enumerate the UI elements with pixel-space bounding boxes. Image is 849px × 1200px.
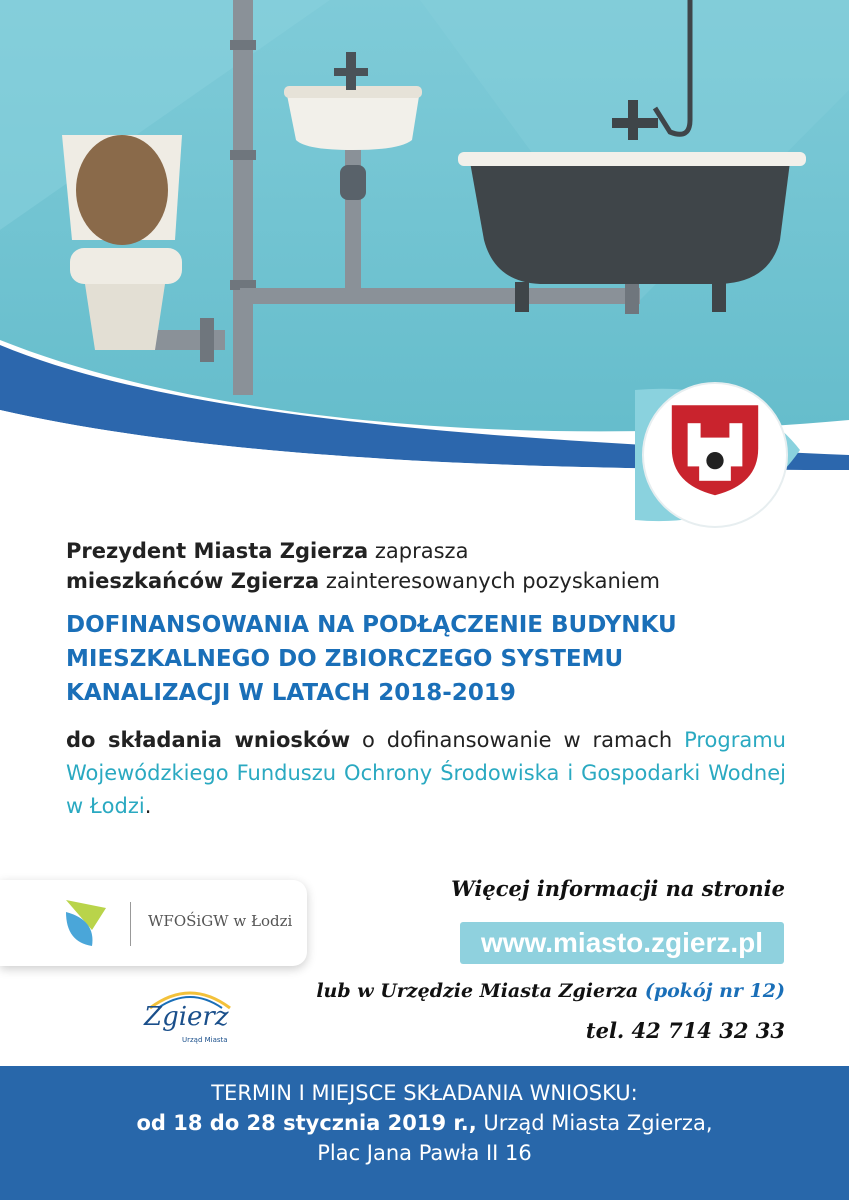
crest-icon — [625, 380, 805, 530]
crest-badge — [625, 380, 805, 530]
website-link[interactable]: www.miasto.zgierz.pl — [460, 922, 784, 964]
logo-separator — [130, 902, 131, 946]
zgierz-logo — [130, 980, 250, 1050]
program-name: Programu Wojewódzkiego Funduszu Ochrony Środowiska i Gospodarki Wodnej w Łodzi — [66, 728, 786, 818]
footer-title: TERMIN I MIEJSCE SKŁADANIA WNIOSKU: — [211, 1081, 638, 1105]
deadline-footer — [0, 1066, 849, 1200]
room-number: (pokój nr 12) — [644, 980, 785, 1002]
intro-line-1: Prezydent Miasta Zgierza zaprasza — [66, 539, 469, 563]
footer-date-line: od 18 do 28 stycznia 2019 r., Urząd Miasta Zgierza, — [136, 1111, 713, 1135]
headline: DOFINANSOWANIA NA PODŁĄCZENIE BUDYNKU MIESZKALNEGO DO ZBIORCZEGO SYSTEMU KANALIZACJI W LATACH 2018-2019 — [66, 612, 677, 706]
announcement-text — [66, 536, 786, 823]
office-line: lub w Urzędzie Miasta Zgierza (pokój nr 12) — [316, 980, 785, 1002]
zgierz-sub: Urząd Miasta — [182, 1036, 228, 1044]
wfos-text: WFOŚiGW w Łodzi — [148, 912, 293, 930]
zgierz-name: Zgierz — [144, 1002, 229, 1032]
more-info-label: Więcej informacji na stronie — [451, 876, 785, 901]
footer-address: Plac Jana Pawła II 16 — [317, 1141, 532, 1165]
wfos-icon — [66, 900, 106, 948]
intro-line-2: mieszkańców Zgierza zainteresowanych pozyskaniem — [66, 569, 660, 593]
phone-number: tel. 42 714 32 33 — [585, 1018, 785, 1043]
body-paragraph: do składania wniosków o dofinansowanie w ramach Programu Wojewódzkiego Funduszu Ochrony Środowiska i Gospodarki Wodnej w Łodzi. — [66, 728, 786, 818]
wfos-logo — [0, 880, 307, 966]
